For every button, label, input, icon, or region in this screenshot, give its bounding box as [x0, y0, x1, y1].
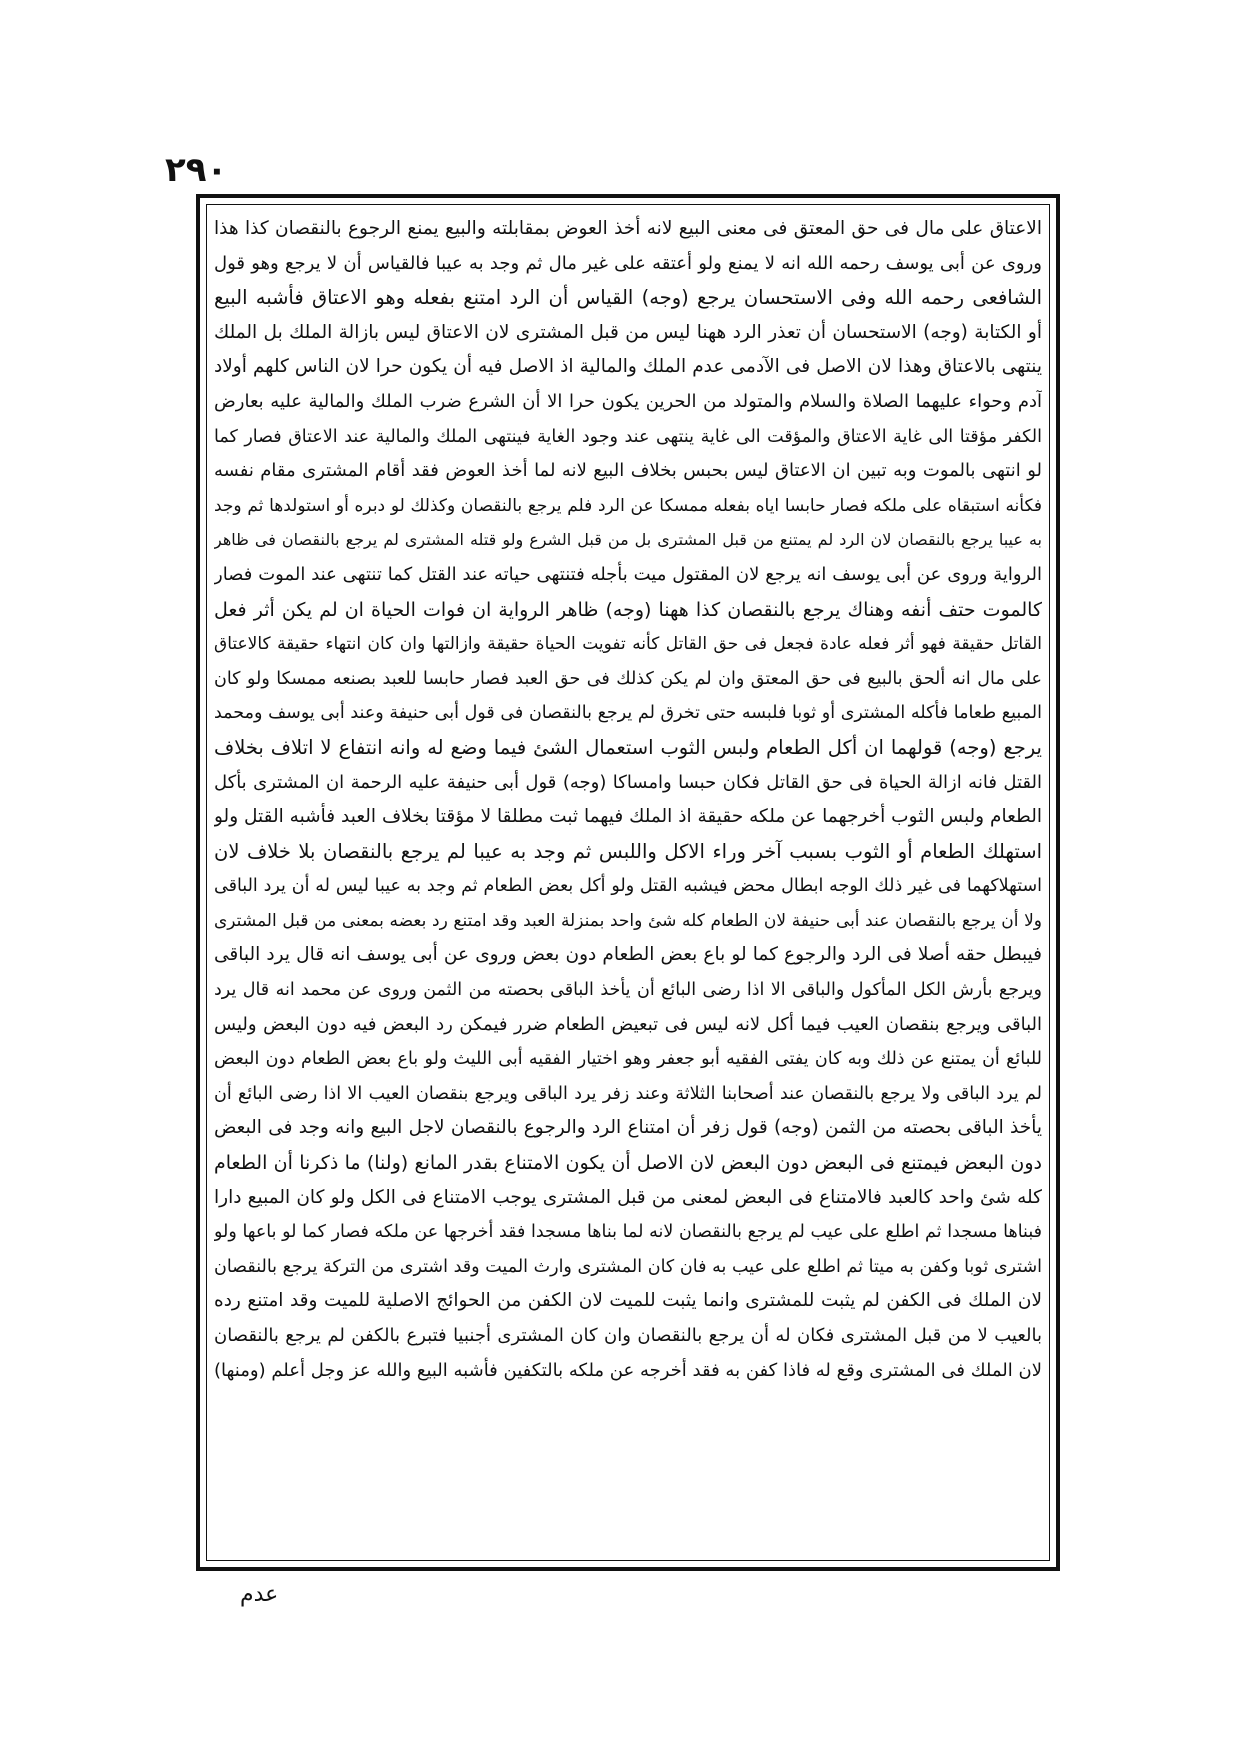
text-line: المبيع طعاما فأكله المشترى أو ثوبا فلبسه حتى تخرق لم يرجع بالنقصان فى قول أبى حنيفة وعند أبى يوسف ومحمد: [214, 703, 1042, 724]
text-line: لان الملك فى الكفن لم يثبت للمشترى وانما يثبت للميت لان الكفن من الحوائج الاصلية للميت وقد امتنع رده: [214, 1290, 1042, 1312]
text-line: استهلك الطعام أو الثوب بسبب آخر وراء الاكل واللبس ثم وجد به عيبا لم يرجع بالنقصان بلا خلاف لان: [214, 839, 1042, 863]
text-line: ولا أن يرجع بالنقصان عند أبى حنيفة لان الطعام كله شئ واحد بمنزلة العبد وقد امتنع رد بعضه بمعنى من قبل المشترى: [214, 910, 1042, 931]
text-line: الشافعى رحمه الله وفى الاستحسان يرجع (وجه) القياس أن الرد امتنع بفعله وهو الاعتاق فأشبه البيع: [214, 286, 1042, 310]
text-line: القاتل حقيقة فهو أثر فعله عادة فجعل فى حق القاتل كأنه تفويت الحياة حقيقة وازالتها وان كان انتهاء حقيقة كالاعتاق: [214, 634, 1042, 655]
text-line: الطعام ولبس الثوب أخرجهما عن ملكه حقيقة اذ الملك فيهما ثبت مطلقا لا مؤقتا بخلاف العبد فأشبه القتل ولو: [214, 806, 1042, 828]
text-line: اشترى ثوبا وكفن به ميتا ثم اطلع على عيب به فان كان المشترى وارث الميت وقد اشترى من التركة يرجع بالنقصان: [214, 1256, 1042, 1277]
text-line: للبائع أن يمتنع عن ذلك وبه كان يفتى الفقيه أبو جعفر وهو اختيار الفقيه أبى الليث ولو باع بعض الطعام دون البعض: [214, 1049, 1042, 1070]
text-line: به عيبا يرجع بالنقصان لان الرد لم يمتنع من قبل المشترى بل من قبل الشرع ولو قتله المشترى لم يرجع بالنقصان فى ظاهر: [214, 530, 1042, 550]
text-frame: [196, 194, 1060, 1571]
text-line: لم يرد الباقى ولا يرجع بالنقصان عند أصحابنا الثلاثة وعند زفر يرد الباقى ويرجع بنقصان العيب الا اذا رضى البائع أن: [214, 1083, 1042, 1104]
text-block: [214, 212, 1042, 1551]
text-line: فكأنه استبقاه على ملكه فصار حابسا اياه بفعله ممسكا عن الرد فلم يرجع بالنقصان وكذلك لو دبره أو استولدها ثم وجد: [214, 495, 1042, 516]
text-line: لو انتهى بالموت وبه تبين ان الاعتاق ليس بحبس بخلاف البيع لانه لما أخذ العوض فقد أقام المشترى مقام نفسه: [214, 460, 1042, 482]
page-number: ٢٩٠: [165, 150, 228, 190]
text-line: آدم وحواء عليهما الصلاة والسلام والمتولد من الحرين يكون حرا الا أن الشرع ضرب الملك والمالية عليه بعارض: [214, 390, 1042, 412]
text-line: القتل فانه ازالة الحياة فى حق القاتل فكان حبسا وامساكا (وجه) قول أبى حنيفة عليه الرحمة ان المشترى بأكل: [214, 771, 1042, 793]
text-line: وروى عن أبى يوسف رحمه الله انه لا يمنع ولو أعتقه على غير مال ثم وجد به عيبا فالقياس أن لا يرجع وهو قول: [214, 252, 1042, 274]
text-line: يأخذ الباقى بحصته من الثمن (وجه) قول زفر أن امتناع الرد والرجوع بالنقصان لاجل البيع وانه وجد فى البعض: [214, 1117, 1042, 1139]
text-line: يرجع (وجه) قولهما ان أكل الطعام ولبس الثوب استعمال الشئ فيما وضع له وانه انتفاع لا اتلاف بخلاف: [214, 735, 1042, 759]
text-line: لان الملك فى المشترى وقع له فاذا كفن به فقد أخرجه عن ملكه بالتكفين فأشبه البيع والله عز وجل أعلم (ومنها): [214, 1359, 1042, 1381]
text-line: فيبطل حقه أصلا فى الرد والرجوع كما لو باع بعض الطعام دون بعض وروى عن أبى يوسف انه قال يرد الباقى: [214, 944, 1042, 966]
text-line: الرواية وروى عن أبى يوسف انه يرجع لان المقتول ميت بأجله فتنتهى حياته عند القتل كما تنتهى عند الموت فصار: [214, 563, 1042, 585]
text-line: استهلاكهما فى غير ذلك الوجه ابطال محض فيشبه القتل ولو أكل بعض الطعام ثم وجد به عيبا ليس له أن يرد الباقى: [214, 876, 1042, 897]
text-line: الباقى ويرجع بنقصان العيب فيما أكل لانه ليس فى تبعيض الطعام ضرر فيمكن رد البعض فيه دون البعض وليس: [214, 1013, 1042, 1035]
text-line: فبناها مسجدا ثم اطلع على عيب لم يرجع بالنقصان لانه لما بناها مسجدا فقد أخرجها عن ملكه فصار كما لو باعها ولو: [214, 1222, 1042, 1243]
text-line: كالموت حتف أنفه وهناك يرجع بالنقصان كذا ههنا (وجه) ظاهر الرواية ان فوات الحياة ان لم يكن أثر فعل: [214, 598, 1042, 621]
text-line: الكفر مؤقتا الى غاية الاعتاق والمؤقت الى غاية ينتهى عند وجود الغاية فينتهى الملك والمالية عند الاعتاق فصار كما: [214, 426, 1042, 447]
text-line: دون البعض فيمتنع فى البعض دون البعض لان الاصل أن يكون الامتناع بقدر المانع (ولنا) ما ذكرنا أن الطعام: [214, 1152, 1042, 1175]
text-line: ويرجع بأرش الكل المأكول والباقى الا اذا رضى البائع أن يأخذ الباقى بحصته من الثمن وروى عن محمد انه قال يرد: [214, 980, 1042, 1001]
text-line: على مال انه ألحق بالبيع فى حق المعتق وان لم يكن كذلك فى حق العبد فصار حابسا للعبد بصنعه ممسكا ولو كان: [214, 668, 1042, 689]
text-line: كله شئ واحد كالعبد فالامتناع فى البعض لمعنى من قبل المشترى يوجب الامتناع فى الكل ولو كان المبيع دارا: [214, 1186, 1042, 1208]
text-line: الاعتاق على مال فى حق المعتق فى معنى البيع لانه أخذ العوض بمقابلته والبيع يمنع الرجوع بالنقصان كذا هذا: [214, 218, 1042, 239]
text-line: أو الكتابة (وجه) الاستحسان أن تعذر الرد ههنا ليس من قبل المشترى لان الاعتاق ليس بازالة الملك بل الملك: [214, 321, 1042, 343]
text-line: ينتهى بالاعتاق وهذا لان الاصل فى الآدمى عدم الملك والمالية اذ الاصل فيه أن يكون حرا لان الناس كلهم أولاد: [214, 356, 1042, 378]
catchword: عدم: [240, 1582, 279, 1607]
text-line: بالعيب لا من قبل المشترى فكان له أن يرجع بالنقصان وان كان المشترى أجنبيا فتبرع بالكفن لم يرجع بالنقصان: [214, 1325, 1042, 1346]
